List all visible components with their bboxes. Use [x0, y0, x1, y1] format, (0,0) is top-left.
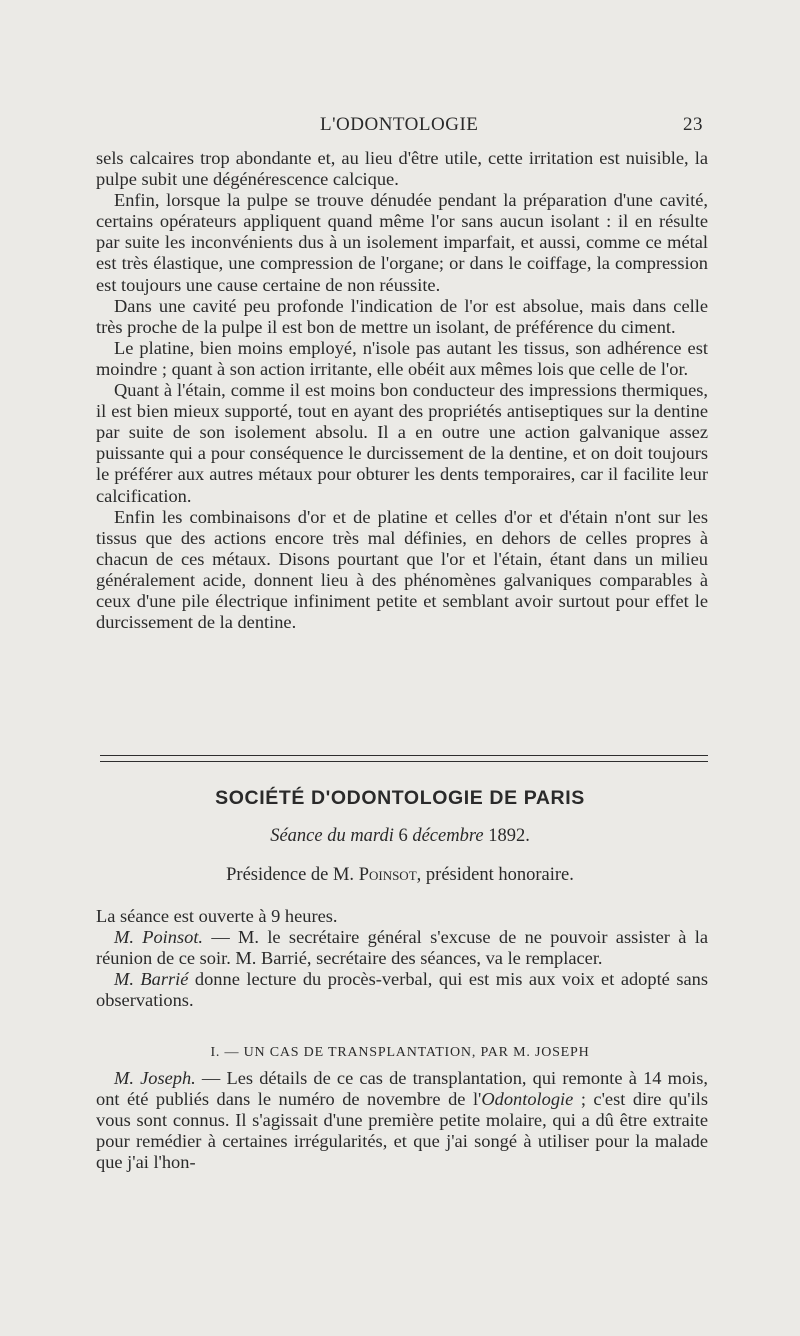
speech: — M. le secrétaire général s'excuse de ne pouvoir assister à la réunion de ce soir. M. Barrié, secrétaire des séances, va le remplacer. [96, 927, 708, 969]
double-rule-divider [100, 755, 708, 762]
seance-label: Séance du mardi [270, 826, 394, 846]
speaker: M. Joseph. [114, 1068, 196, 1088]
section-heading: I. — UN CAS DE TRANSPLANTATION, PAR M. JOSEPH [210, 1045, 590, 1060]
seance-day: 6 [398, 826, 408, 846]
opening-line: La séance est ouverte à 9 heures. [96, 906, 338, 926]
presidence-suffix: , président honoraire. [416, 865, 574, 885]
seance-month: décembre [412, 826, 484, 846]
paragraph: Dans une cavité peu profonde l'indication de l'or est absolue, mais dans celle très proche de la pulpe il est bon de mettre un isolant, de préférence du ciment. [96, 295, 708, 337]
seance-year: 1892. [488, 826, 530, 846]
society-title: SOCIÉTÉ D'ODONTOLOGIE DE PARIS [215, 787, 585, 809]
seance-date [0, 826, 800, 847]
paragraph: Le platine, bien moins employé, n'isole pas autant les tissus, son adhérence est moindre ; quant à son action irritante, elle obéit aux mêmes lois que celle de l'or. [96, 337, 708, 379]
minutes [96, 906, 708, 1011]
presidence-prefix: Présidence de M. [226, 865, 355, 885]
speech: — Les détails de ce cas de transplantation, qui remonte à 14 mois, ont été publiés dans le numéro de novembre de l' [96, 1068, 708, 1110]
section-paragraph [96, 1068, 708, 1173]
president-name: Poinsot [358, 865, 417, 885]
speech: ; c'est dire qu'ils vous sont connus. Il s'agissait d'une première petite molaire, qui a dû être extraite pour remédier à certaines irrégularités, et que j'ai songé à utiliser pour la malade que j'ai l'hon- [96, 1089, 709, 1173]
minutes-paragraph [96, 969, 708, 1011]
speaker: M. Barrié [114, 969, 189, 990]
paragraph: Quant à l'étain, comme il est moins bon conducteur des impressions thermiques, il est bien mieux supporté, tout en ayant des propriétés antiseptiques sur la dentine par suite de son isolement absolu. Il a en outre une action galvanique assez puissante qui a pour conséquence le durcissement de la dentine, et on doit toujours le préférer aux autres métaux pour obturer les dents temporaires, car il facilite leur calcification. [96, 380, 708, 506]
section-body [96, 1068, 708, 1173]
running-title: L'ODONTOLOGIE [320, 114, 479, 135]
paragraph: Enfin, lorsque la pulpe se trouve dénudée pendant la préparation d'une cavité, certains opérateurs appliquent quand même l'or sans aucun isolant : il en résulte par suite les inconvénients dus à un isolement imparfait, et aussi, comme ce métal est très élastique, une compression de l'organe; or dans le coiffage, la compression est toujours une cause certaine de non réussite. [96, 190, 708, 295]
paragraph: sels calcaires trop abondante et, au lieu d'être utile, cette irritation est nuisible, la pulpe subit une dégénérescence calcique. [96, 148, 708, 190]
journal-name: Odontologie [481, 1089, 574, 1110]
paragraph: Enfin les combinaisons d'or et de platine et celles d'or et d'étain n'ont sur les tissus que des actions encore très mal définies, en dehors de celles propres à chacun de ces métaux. Disons pourtant que l'or et l'étain, étant dans un milieu généralement acide, donnent lieu à des phénomènes galvaniques comparables à ceux d'une pile électrique infiniment petite et semblant avoir surtout pour effet le durcissement de la dentine. [96, 506, 708, 633]
speaker: M. Poinsot. [114, 927, 204, 948]
minutes-paragraph [96, 927, 708, 969]
speech: donne lecture du procès-verbal, qui est mis aux voix et adopté sans observations. [96, 969, 708, 1011]
page-number: 23 [683, 114, 703, 135]
article-continuation [96, 148, 708, 633]
presidence-line [0, 865, 800, 886]
